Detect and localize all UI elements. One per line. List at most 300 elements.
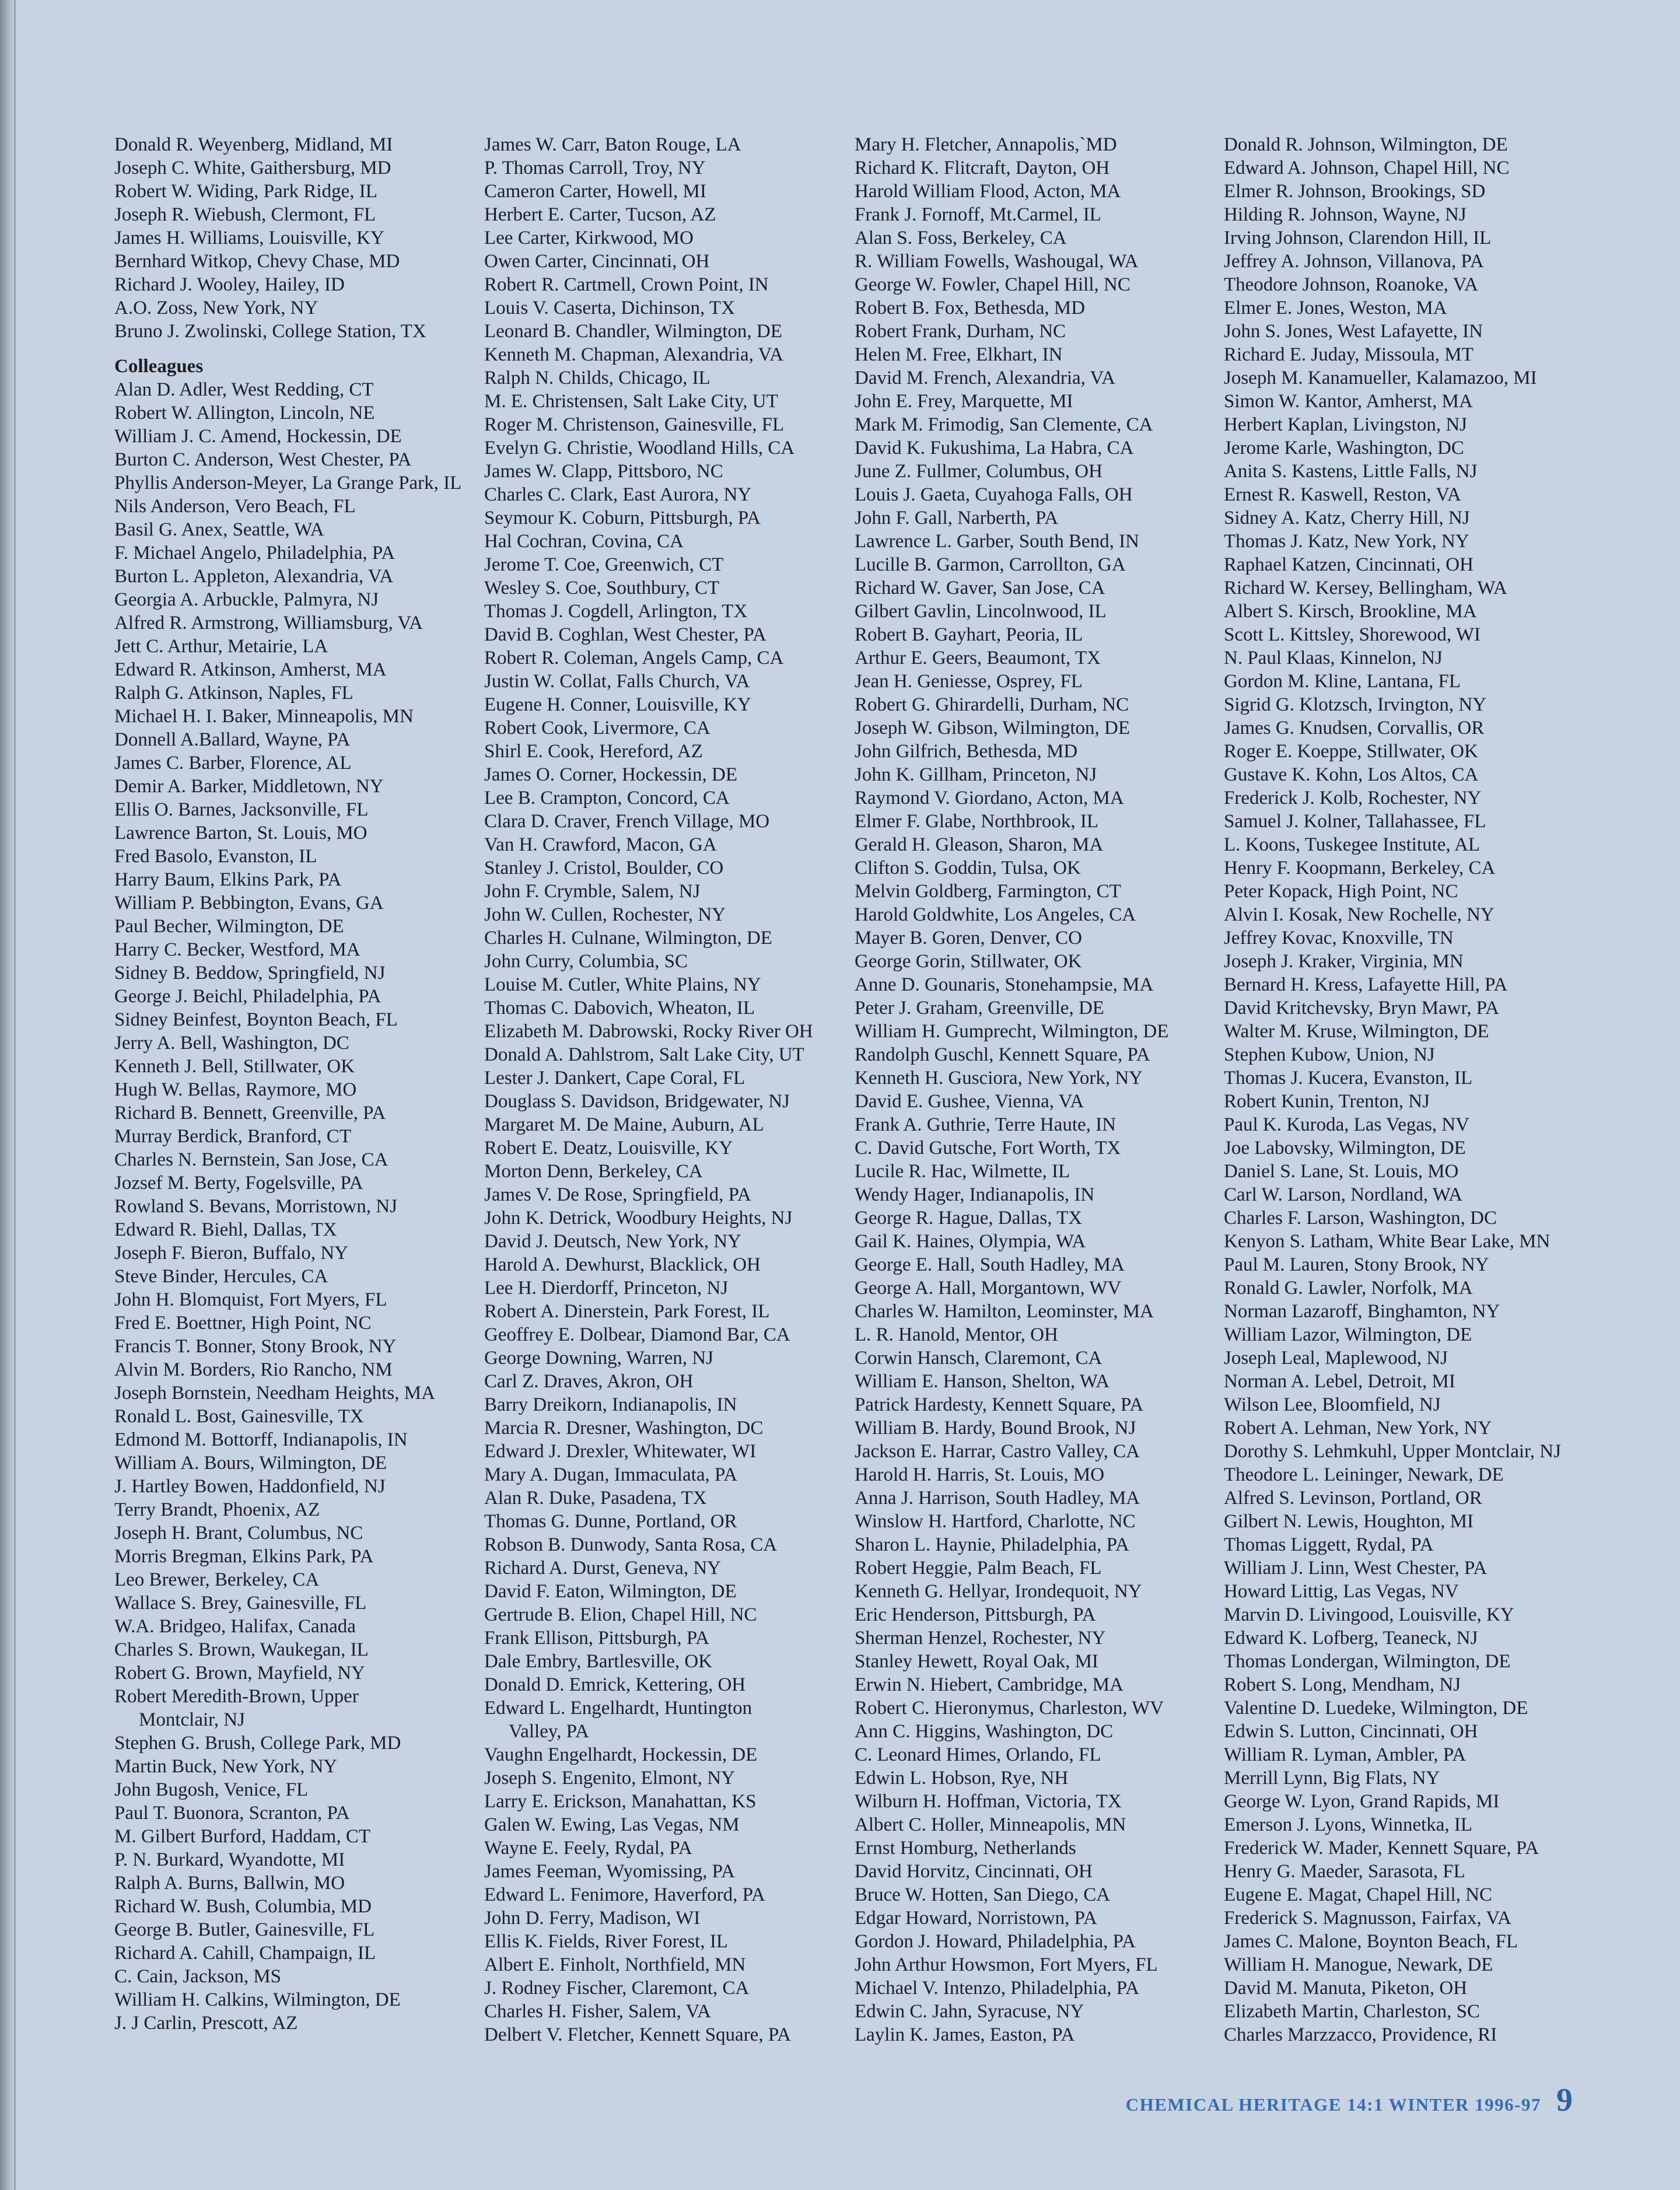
donor-entry: Richard A. Cahill, Champaign, IL [114, 1943, 376, 1964]
donor-entry: James C. Barber, Florence, AL [114, 753, 352, 774]
donor-column-2 [484, 133, 846, 2046]
donor-entry: Gilbert N. Lewis, Houghton, MI [1224, 1511, 1474, 1532]
donor-entry: Thomas Londergan, Wilmington, DE [1224, 1651, 1511, 1672]
donor-entry: Michael V. Intenzo, Philadelphia, PA [855, 1978, 1139, 1999]
donor-entry: Richard J. Wooley, Hailey, ID [114, 274, 345, 295]
donor-entry: P. Thomas Carroll, Troy, NY [484, 158, 706, 179]
donor-entry: Bruno J. Zwolinski, College Station, TX [114, 321, 426, 342]
donor-entry: George A. Hall, Morgantown, WV [855, 1278, 1122, 1299]
donor-entry: Robert S. Long, Mendham, NJ [1224, 1674, 1461, 1695]
donor-entry: Joseph M. Kanamueller, Kalamazoo, MI [1224, 368, 1537, 389]
donor-entry: Leonard B. Chandler, Wilmington, DE [484, 321, 782, 342]
donor-entry: Harold H. Harris, St. Louis, MO [855, 1464, 1105, 1485]
donor-entry: Raphael Katzen, Cincinnati, OH [1224, 554, 1474, 575]
donor-entry: Winslow H. Hartford, Charlotte, NC [855, 1511, 1136, 1532]
donor-entry: John E. Frey, Marquette, MI [855, 391, 1073, 412]
donor-entry: Peter J. Graham, Greenville, DE [855, 998, 1104, 1019]
donor-entry: June Z. Fullmer, Columbus, OH [855, 461, 1102, 482]
donor-entry: William B. Hardy, Bound Brook, NJ [855, 1418, 1136, 1439]
donor-entry: Paul T. Buonora, Scranton, PA [114, 1803, 350, 1824]
donor-entry: John K. Gillham, Princeton, NJ [855, 764, 1097, 785]
donor-entry: Ronald G. Lawler, Norfolk, MA [1224, 1278, 1473, 1299]
donor-entry: J. Hartley Bowen, Haddonfield, NJ [114, 1476, 386, 1497]
donor-entry: Louis J. Gaeta, Cuyahoga Falls, OH [855, 484, 1133, 505]
donor-entry: Frederick W. Mader, Kennett Square, PA [1224, 1838, 1539, 1859]
donor-entry: William H. Gumprecht, Wilmington, DE [855, 1021, 1169, 1042]
donor-entry: C. Cain, Jackson, MS [114, 1966, 282, 1987]
donor-entry: Edwin S. Lutton, Cincinnati, OH [1224, 1721, 1478, 1742]
donor-entry: Marcia R. Dresner, Washington, DC [484, 1418, 764, 1439]
donor-entry: Valentine D. Luedeke, Wilmington, DE [1224, 1698, 1528, 1719]
donor-column-4 [1224, 133, 1586, 2046]
donor-entry: Daniel S. Lane, St. Louis, MO [1224, 1161, 1459, 1182]
donor-entry: Joseph W. Gibson, Wilmington, DE [855, 718, 1130, 739]
donor-entry: Kenneth G. Hellyar, Irondequoit, NY [855, 1581, 1142, 1602]
donor-entry: Edwin L. Hobson, Rye, NH [855, 1768, 1069, 1789]
donor-entry: Arthur E. Geers, Beaumont, TX [855, 648, 1101, 669]
donor-entry: Edward J. Drexler, Whitewater, WI [484, 1441, 757, 1462]
donor-entry: Harold William Flood, Acton, MA [855, 181, 1121, 202]
donor-entry: Norman Lazaroff, Binghamton, NY [1224, 1301, 1500, 1322]
donor-entry: Margaret M. De Maine, Auburn, AL [484, 1114, 764, 1135]
donor-entry: William R. Lyman, Ambler, PA [1224, 1744, 1466, 1765]
publication-title: CHEMICAL HERITAGE 14:1 WINTER 1996-97 [1125, 2094, 1541, 2115]
donor-entry: M. E. Christensen, Salt Lake City, UT [484, 391, 778, 412]
donor-entry: Murray Berdick, Branford, CT [114, 1126, 351, 1147]
donor-entry: Scott L. Kittsley, Shorewood, WI [1224, 624, 1480, 645]
donor-entry: Justin W. Collat, Falls Church, VA [484, 671, 750, 692]
donor-entry: Jeffrey A. Johnson, Villanova, PA [1224, 251, 1484, 272]
donor-entry: Morton Denn, Berkeley, CA [484, 1161, 703, 1182]
donor-entry: John D. Ferry, Madison, WI [484, 1908, 701, 1929]
donor-entry: J. J Carlin, Prescott, AZ [114, 2013, 298, 2034]
donor-entry: Joseph F. Bieron, Buffalo, NY [114, 1243, 348, 1264]
donor-entry: Carl W. Larson, Nordland, WA [1224, 1184, 1463, 1205]
donor-entry: John K. Detrick, Woodbury Heights, NJ [484, 1208, 793, 1229]
donor-entry: Galen W. Ewing, Las Vegas, NM [484, 1814, 740, 1835]
donor-entry: Jeffrey Kovac, Knoxville, TN [1224, 928, 1454, 949]
donor-entry: Kenneth M. Chapman, Alexandria, VA [484, 344, 783, 365]
donor-entry: James G. Knudsen, Corvallis, OR [1224, 718, 1485, 739]
donor-entry: Frank A. Guthrie, Terre Haute, IN [855, 1114, 1116, 1135]
donor-entry: Dorothy S. Lehmkuhl, Upper Montclair, NJ [1224, 1441, 1561, 1462]
donor-entry: Sidney B. Beddow, Springfield, NJ [114, 963, 386, 984]
donor-entry: Lee H. Dierdorff, Princeton, NJ [484, 1278, 729, 1299]
donor-entry: Gilbert Gavlin, Lincolnwood, IL [855, 601, 1107, 622]
donor-entry: Raymond V. Giordano, Acton, MA [855, 788, 1124, 809]
donor-entry: Wallace S. Brey, Gainesville, FL [114, 1593, 367, 1614]
donor-entry: Merrill Lynn, Big Flats, NY [1224, 1768, 1440, 1789]
donor-entry: Clara D. Craver, French Village, MO [484, 811, 770, 832]
donor-entry: Ralph N. Childs, Chicago, IL [484, 368, 710, 389]
donor-entry: William H. Manogue, Newark, DE [1224, 1954, 1493, 1975]
donor-entry: Elmer E. Jones, Weston, MA [1224, 298, 1447, 319]
donor-entry: Ronald L. Bost, Gainesville, TX [114, 1406, 364, 1427]
donor-entry: James C. Malone, Boynton Beach, FL [1224, 1931, 1518, 1952]
donor-entry: Charles H. Fisher, Salem, VA [484, 2001, 711, 2022]
donor-entry: Samuel J. Kolner, Tallahassee, FL [1224, 811, 1486, 832]
donor-entry: John Gilfrich, Bethesda, MD [855, 741, 1078, 762]
donor-entry: Robert Kunin, Trenton, NJ [1224, 1091, 1430, 1112]
donor-entry: Edmond M. Bottorff, Indianapolis, IN [114, 1429, 408, 1450]
donor-entry: Anne D. Gounaris, Stonehampsie, MA [855, 974, 1154, 995]
donor-entry: Delbert V. Fletcher, Kennett Square, PA [484, 2024, 791, 2045]
donor-entry: Joseph R. Wiebush, Clermont, FL [114, 204, 376, 225]
donor-entry: Mary H. Fletcher, Annapolis,`MD [855, 134, 1117, 155]
donor-entry: Donald D. Emrick, Kettering, OH [484, 1674, 746, 1695]
donor-entry: Joseph Leal, Maplewood, NJ [1224, 1348, 1448, 1369]
donor-entry: Randolph Guschl, Kennett Square, PA [855, 1044, 1150, 1065]
donor-entry: Jackson E. Harrar, Castro Valley, CA [855, 1441, 1140, 1462]
donor-entry: Roger M. Christenson, Gainesville, FL [484, 414, 785, 435]
donor-entry: Charles H. Culnane, Wilmington, DE [484, 928, 772, 949]
page-footer [1126, 2081, 1573, 2119]
donor-entry: William H. Calkins, Wilmington, DE [114, 1989, 401, 2010]
donor-entry: Louis V. Caserta, Dichinson, TX [484, 298, 735, 319]
donor-entry: Ann C. Higgins, Washington, DC [855, 1721, 1114, 1742]
donor-entry: Larry E. Erickson, Manahattan, KS [484, 1791, 757, 1812]
donor-entry: Alan R. Duke, Pasadena, TX [484, 1488, 707, 1509]
donor-entry: Robert Meredith-Brown, Upper [114, 1686, 359, 1707]
donor-entry: Theodore Johnson, Roanoke, VA [1224, 274, 1478, 295]
donor-entry: Gordon M. Kline, Lantana, FL [1224, 671, 1461, 692]
donor-entry: Walter M. Kruse, Wilmington, DE [1224, 1021, 1489, 1042]
donor-entry: Albert E. Finholt, Northfield, MN [484, 1954, 746, 1975]
donor-entry-continuation: Montclair, NJ [139, 1709, 245, 1730]
donor-entry: Michael H. I. Baker, Minneapolis, MN [114, 706, 414, 727]
donor-entry: Stephen Kubow, Union, NJ [1224, 1044, 1435, 1065]
donor-entry: Elmer F. Glabe, Northbrook, IL [855, 811, 1099, 832]
donor-entry: Carl Z. Draves, Akron, OH [484, 1371, 694, 1392]
donor-entry: Robson B. Dunwody, Santa Rosa, CA [484, 1534, 778, 1555]
donor-entry: Frederick J. Kolb, Rochester, NY [1224, 788, 1482, 809]
donor-entry: Ellis O. Barnes, Jacksonville, FL [114, 799, 369, 820]
donor-entry: Edgar Howard, Norristown, PA [855, 1908, 1097, 1929]
donor-entry: Patrick Hardesty, Kennett Square, PA [855, 1394, 1144, 1415]
donor-entry: Donnell A.Ballard, Wayne, PA [114, 729, 351, 750]
donor-entry: Frank J. Fornoff, Mt.Carmel, IL [855, 204, 1101, 225]
donor-entry: M. Gilbert Burford, Haddam, CT [114, 1826, 371, 1847]
donor-entry: Sigrid G. Klotzsch, Irvington, NY [1224, 694, 1487, 715]
donor-entry: Helen M. Free, Elkhart, IN [855, 344, 1063, 365]
donor-column-1 [114, 133, 476, 2035]
donor-entry: Roger E. Koeppe, Stillwater, OK [1224, 741, 1478, 762]
donor-entry: Alvin M. Borders, Rio Rancho, NM [114, 1359, 393, 1380]
donor-entry: Peter Kopack, High Point, NC [1224, 881, 1458, 902]
donor-entry: Fred Basolo, Evanston, IL [114, 846, 317, 867]
donor-entry: Barry Dreikorn, Indianapolis, IN [484, 1394, 737, 1415]
donor-entry: Donald R. Johnson, Wilmington, DE [1224, 134, 1508, 155]
donor-entry: Bernhard Witkop, Chevy Chase, MD [114, 251, 400, 272]
donor-entry: Cameron Carter, Howell, MI [484, 181, 706, 202]
donor-entry: Albert C. Holler, Minneapolis, MN [855, 1814, 1126, 1835]
donor-entry: Richard B. Bennett, Greenville, PA [114, 1103, 386, 1124]
donor-entry: Edward L. Engelhardt, Huntington [484, 1698, 752, 1719]
donor-entry: Edward A. Johnson, Chapel Hill, NC [1224, 158, 1510, 179]
donor-entry: Mark M. Frimodig, San Clemente, CA [855, 414, 1153, 435]
donor-entry: Stanley Hewett, Royal Oak, MI [855, 1651, 1098, 1672]
donor-entry: James V. De Rose, Springfield, PA [484, 1184, 751, 1205]
donor-entry: Charles S. Brown, Waukegan, IL [114, 1639, 369, 1660]
donor-entry: William E. Hanson, Shelton, WA [855, 1371, 1110, 1392]
donor-entry: J. Rodney Fischer, Claremont, CA [484, 1978, 750, 1999]
donor-entry: Wilburn H. Hoffman, Victoria, TX [855, 1791, 1122, 1812]
donor-entry: Melvin Goldberg, Farmington, CT [855, 881, 1121, 902]
donor-entry: Wendy Hager, Indianapolis, IN [855, 1184, 1095, 1205]
donor-entry: Lucile R. Hac, Wilmette, IL [855, 1161, 1070, 1182]
donor-entry: George R. Hague, Dallas, TX [855, 1208, 1083, 1229]
donor-entry: Hilding R. Johnson, Wayne, NJ [1224, 204, 1466, 225]
donor-entry: Alvin I. Kosak, New Rochelle, NY [1224, 904, 1494, 925]
binding-gutter-line [14, 0, 16, 2190]
donor-entry: Marvin D. Livingood, Louisville, KY [1224, 1604, 1514, 1625]
donor-entry: George W. Lyon, Grand Rapids, MI [1224, 1791, 1500, 1812]
donor-entry: Robert G. Ghirardelli, Durham, NC [855, 694, 1129, 715]
donor-entry: David Kritchevsky, Bryn Mawr, PA [1224, 998, 1499, 1019]
donor-entry: Ernst Homburg, Netherlands [855, 1838, 1076, 1859]
donor-entry: R. William Fowells, Washougal, WA [855, 251, 1139, 272]
donor-entry: John S. Jones, West Lafayette, IN [1224, 321, 1483, 342]
donor-entry: John F. Gall, Narberth, PA [855, 508, 1059, 529]
donor-entry: Ellis K. Fields, River Forest, IL [484, 1931, 728, 1952]
donor-entry: Francis T. Bonner, Stony Brook, NY [114, 1336, 397, 1357]
donor-entry: Corwin Hansch, Claremont, CA [855, 1348, 1102, 1369]
donor-entry: Fred E. Boettner, High Point, NC [114, 1313, 372, 1334]
donor-entry: David F. Eaton, Wilmington, DE [484, 1581, 737, 1602]
donor-entry: James H. Williams, Louisville, KY [114, 228, 384, 249]
donor-entry: David B. Coghlan, West Chester, PA [484, 624, 766, 645]
donor-entry: Wesley S. Coe, Southbury, CT [484, 578, 720, 599]
donor-entry: Gustave K. Kohn, Los Altos, CA [1224, 764, 1479, 785]
donor-entry: Robert W. Allington, Lincoln, NE [114, 403, 375, 424]
donor-entry: Howard Littig, Las Vegas, NV [1224, 1581, 1459, 1602]
donor-entry: Lawrence Barton, St. Louis, MO [114, 823, 368, 844]
donor-entry: C. Leonard Himes, Orlando, FL [855, 1744, 1101, 1765]
donor-entry: Jerry A. Bell, Washington, DC [114, 1033, 349, 1054]
donor-entry: Lucille B. Garmon, Carrollton, GA [855, 554, 1126, 575]
donor-entry: George B. Butler, Gainesville, FL [114, 1919, 375, 1940]
donor-entry: P. N. Burkard, Wyandotte, MI [114, 1849, 345, 1870]
donor-entry: C. David Gutsche, Fort Worth, TX [855, 1138, 1121, 1159]
donor-entry: Geoffrey E. Dolbear, Diamond Bar, CA [484, 1324, 790, 1345]
donor-entry: James W. Carr, Baton Rouge, LA [484, 134, 741, 155]
donor-entry: Alfred S. Levinson, Portland, OR [1224, 1488, 1482, 1509]
donor-entry: Elizabeth Martin, Charleston, SC [1224, 2001, 1480, 2022]
donor-entry: Leo Brewer, Berkeley, CA [114, 1569, 320, 1590]
donor-entry: George E. Hall, South Hadley, MA [855, 1254, 1125, 1275]
donor-entry: Lester J. Dankert, Cape Coral, FL [484, 1068, 746, 1089]
donor-entry: Wilson Lee, Bloomfield, NJ [1224, 1394, 1441, 1415]
donor-entry: John F. Crymble, Salem, NJ [484, 881, 701, 902]
donor-entry: Norman A. Lebel, Detroit, MI [1224, 1371, 1455, 1392]
donor-entry: Robert Heggie, Palm Beach, FL [855, 1558, 1102, 1579]
donor-entry: Burton C. Anderson, West Chester, PA [114, 449, 412, 470]
donor-entry: Irving Johnson, Clarendon Hill, IL [1224, 228, 1492, 249]
donor-entry: Phyllis Anderson-Meyer, La Grange Park, IL [114, 473, 462, 494]
donor-entry: Emerson J. Lyons, Winnetka, IL [1224, 1814, 1473, 1835]
donor-entry: Burton L. Appleton, Alexandria, VA [114, 566, 394, 587]
donor-entry: Charles N. Bernstein, San Jose, CA [114, 1149, 388, 1170]
donor-entry: Kenneth J. Bell, Stillwater, OK [114, 1056, 355, 1077]
donor-entry: Bernard H. Kress, Lafayette Hill, PA [1224, 974, 1508, 995]
donor-entry: Edward L. Fenimore, Haverford, PA [484, 1884, 765, 1905]
donor-entry: Ralph G. Atkinson, Naples, FL [114, 683, 354, 704]
donor-entry: Charles F. Larson, Washington, DC [1224, 1208, 1497, 1229]
donor-entry: David J. Deutsch, New York, NY [484, 1231, 741, 1252]
donor-entry: L. R. Hanold, Mentor, OH [855, 1324, 1058, 1345]
donor-entry: Alfred R. Armstrong, Williamsburg, VA [114, 613, 423, 634]
donor-entry: Stanley J. Cristol, Boulder, CO [484, 858, 724, 879]
donor-entry: John H. Blomquist, Fort Myers, FL [114, 1289, 387, 1310]
donor-entry: James Feeman, Wyomissing, PA [484, 1861, 735, 1882]
donor-entry: Sidney Beinfest, Boynton Beach, FL [114, 1009, 398, 1030]
donor-entry: Henry G. Maeder, Sarasota, FL [1224, 1861, 1465, 1882]
donor-entry: John Bugosh, Venice, FL [114, 1779, 309, 1800]
donor-entry: Vaughn Engelhardt, Hockessin, DE [484, 1744, 758, 1765]
donor-entry: Anna J. Harrison, South Hadley, MA [855, 1488, 1140, 1509]
donor-entry: Harold A. Dewhurst, Blacklick, OH [484, 1254, 761, 1275]
donor-entry: Laylin K. James, Easton, PA [855, 2024, 1075, 2045]
donor-entry: Jerome T. Coe, Greenwich, CT [484, 554, 724, 575]
donor-entry: Terry Brandt, Phoenix, AZ [114, 1499, 320, 1520]
donor-entry: David E. Gushee, Vienna, VA [855, 1091, 1084, 1112]
donor-entry: Jean H. Geniesse, Osprey, FL [855, 671, 1083, 692]
donor-entry: Herbert Kaplan, Livingston, NJ [1224, 414, 1467, 435]
donor-entry: Harry Baum, Elkins Park, PA [114, 869, 342, 890]
donor-entry: N. Paul Klaas, Kinnelon, NJ [1224, 648, 1443, 669]
donor-entry: Dale Embry, Bartlesville, OK [484, 1651, 713, 1672]
donor-entry: Clifton S. Goddin, Tulsa, OK [855, 858, 1081, 879]
donor-entry: Thomas Liggett, Rydal, PA [1224, 1534, 1434, 1555]
donor-entry: Joseph H. Brant, Columbus, NC [114, 1523, 363, 1544]
donor-entry: Harry C. Becker, Westford, MA [114, 939, 360, 960]
donor-entry: George W. Fowler, Chapel Hill, NC [855, 274, 1130, 295]
donor-entry: Kenyon S. Latham, White Bear Lake, MN [1224, 1231, 1550, 1252]
donor-entry: Gail K. Haines, Olympia, WA [855, 1231, 1086, 1252]
donor-entry: Simon W. Kantor, Amherst, MA [1224, 391, 1473, 412]
donor-entry: F. Michael Angelo, Philadelphia, PA [114, 543, 396, 564]
donor-entry: Mayer B. Goren, Denver, CO [855, 928, 1082, 949]
donor-entry: Joseph Bornstein, Needham Heights, MA [114, 1383, 435, 1404]
donor-entry: Van H. Crawford, Macon, GA [484, 834, 717, 855]
donor-entry: Sidney A. Katz, Cherry Hill, NJ [1224, 508, 1470, 529]
donor-entry: William J. Linn, West Chester, PA [1224, 1558, 1488, 1579]
donor-entry: Lee B. Crampton, Concord, CA [484, 788, 730, 809]
donor-entry: William Lazor, Wilmington, DE [1224, 1324, 1472, 1345]
donor-entry: Elizabeth M. Dabrowski, Rocky River OH [484, 1021, 813, 1042]
page-binding-edge [0, 0, 15, 2190]
donor-entry: Richard K. Flitcraft, Dayton, OH [855, 158, 1110, 179]
donor-entry: Kenneth H. Gusciora, New York, NY [855, 1068, 1143, 1089]
donor-entry: Steve Binder, Hercules, CA [114, 1266, 328, 1287]
donor-entry-continuation: Valley, PA [509, 1721, 589, 1742]
donor-entry: A.O. Zoss, New York, NY [114, 298, 318, 319]
donor-entry: Charles Marzzacco, Providence, RI [1224, 2024, 1497, 2045]
donor-entry: Rowland S. Bevans, Morristown, NJ [114, 1196, 397, 1217]
donor-entry: Robert Cook, Livermore, CA [484, 718, 710, 739]
donor-entry: Ralph A. Burns, Ballwin, MO [114, 1873, 345, 1894]
donor-entry: Gertrude B. Elion, Chapel Hill, NC [484, 1604, 757, 1625]
donor-entry: David K. Fukushima, La Habra, CA [855, 438, 1134, 459]
donor-entry: Harold Goldwhite, Los Angeles, CA [855, 904, 1136, 925]
donor-entry: George Gorin, Stillwater, OK [855, 951, 1082, 972]
donor-entry: Jerome Karle, Washington, DC [1224, 438, 1464, 459]
donor-entry: W.A. Bridgeo, Halifax, Canada [114, 1616, 356, 1637]
section-heading: Colleagues [114, 356, 204, 377]
donor-entry: Hugh W. Bellas, Raymore, MO [114, 1079, 357, 1100]
donor-entry: Paul M. Lauren, Stony Brook, NY [1224, 1254, 1489, 1275]
donor-entry: Lawrence L. Garber, South Bend, IN [855, 531, 1140, 552]
donor-entry: Nils Anderson, Vero Beach, FL [114, 496, 356, 517]
donor-entry: John W. Cullen, Rochester, NY [484, 904, 726, 925]
donor-entry: Thomas J. Cogdell, Arlington, TX [484, 601, 748, 622]
donor-entry: Joseph S. Engenito, Elmont, NY [484, 1768, 735, 1789]
donor-entry: Alan S. Foss, Berkeley, CA [855, 228, 1067, 249]
donor-entry: Thomas C. Dabovich, Wheaton, IL [484, 998, 755, 1019]
donor-entry: William A. Bours, Wilmington, DE [114, 1453, 387, 1474]
donor-entry: Seymour K. Coburn, Pittsburgh, PA [484, 508, 761, 529]
donor-entry: Thomas G. Dunne, Portland, OR [484, 1511, 737, 1532]
donor-entry: Georgia A. Arbuckle, Palmyra, NJ [114, 589, 379, 610]
donor-entry: Henry F. Koopmann, Berkeley, CA [1224, 858, 1496, 879]
donor-entry: George Downing, Warren, NJ [484, 1348, 713, 1369]
donor-entry: Thomas J. Kucera, Evanston, IL [1224, 1068, 1473, 1089]
donor-entry: Mary A. Dugan, Immaculata, PA [484, 1464, 738, 1485]
donor-entry: Evelyn G. Christie, Woodland Hills, CA [484, 438, 795, 459]
donor-entry: Sharon L. Haynie, Philadelphia, PA [855, 1534, 1129, 1555]
donor-entry: Gordon J. Howard, Philadelphia, PA [855, 1931, 1136, 1952]
donor-entry: Robert W. Widing, Park Ridge, IL [114, 181, 377, 202]
donor-entry: Richard W. Bush, Columbia, MD [114, 1896, 372, 1917]
donor-entry: Richard W. Gaver, San Jose, CA [855, 578, 1105, 599]
donor-entry: Eugene E. Magat, Chapel Hill, NC [1224, 1884, 1493, 1905]
donor-entry: Robert B. Gayhart, Peoria, IL [855, 624, 1083, 645]
donor-entry: Richard W. Kersey, Bellingham, WA [1224, 578, 1507, 599]
donor-entry: Jozsef M. Berty, Fogelsville, PA [114, 1173, 363, 1194]
donor-entry: Robert A. Lehman, New York, NY [1224, 1418, 1492, 1439]
donor-entry: L. Koons, Tuskegee Institute, AL [1224, 834, 1480, 855]
donor-entry: Shirl E. Cook, Hereford, AZ [484, 741, 703, 762]
donor-entry: Robert Frank, Durham, NC [855, 321, 1066, 342]
donor-entry: Stephen G. Brush, College Park, MD [114, 1733, 401, 1754]
donor-entry: Bruce W. Hotten, San Diego, CA [855, 1884, 1111, 1905]
donor-entry: Joe Labovsky, Wilmington, DE [1224, 1138, 1466, 1159]
donor-entry: Ernest R. Kaswell, Reston, VA [1224, 484, 1461, 505]
donor-entry: Lee Carter, Kirkwood, MO [484, 228, 694, 249]
donor-entry: Theodore L. Leininger, Newark, DE [1224, 1464, 1504, 1485]
donor-entry: Thomas J. Katz, New York, NY [1224, 531, 1469, 552]
donor-entry: Elmer R. Johnson, Brookings, SD [1224, 181, 1486, 202]
donor-entry: Robert E. Deatz, Louisville, KY [484, 1138, 733, 1159]
donor-entry: Morris Bregman, Elkins Park, PA [114, 1546, 374, 1567]
donor-entry: John Curry, Columbia, SC [484, 951, 688, 972]
donor-entry: Martin Buck, New York, NY [114, 1756, 338, 1777]
donor-entry: Robert G. Brown, Mayfield, NY [114, 1663, 365, 1684]
donor-entry: Albert S. Kirsch, Brookline, MA [1224, 601, 1477, 622]
donor-entry: Eugene H. Conner, Louisville, KY [484, 694, 751, 715]
donor-entry: David M. French, Alexandria, VA [855, 368, 1115, 389]
donor-entry: George J. Beichl, Philadelphia, PA [114, 986, 382, 1007]
donor-entry: Robert R. Coleman, Angels Camp, CA [484, 648, 784, 669]
donor-entry: David M. Manuta, Piketon, OH [1224, 1978, 1468, 1999]
donor-entry: Charles C. Clark, East Aurora, NY [484, 484, 752, 505]
donor-entry: Frank Ellison, Pittsburgh, PA [484, 1628, 709, 1649]
donor-entry: John Arthur Howsmon, Fort Myers, FL [855, 1954, 1158, 1975]
donor-entry: Herbert E. Carter, Tucson, AZ [484, 204, 716, 225]
donor-entry: Donald R. Weyenberg, Midland, MI [114, 134, 393, 155]
donor-entry: Charles W. Hamilton, Leominster, MA [855, 1301, 1154, 1322]
donor-entry: Anita S. Kastens, Little Falls, NJ [1224, 461, 1478, 482]
